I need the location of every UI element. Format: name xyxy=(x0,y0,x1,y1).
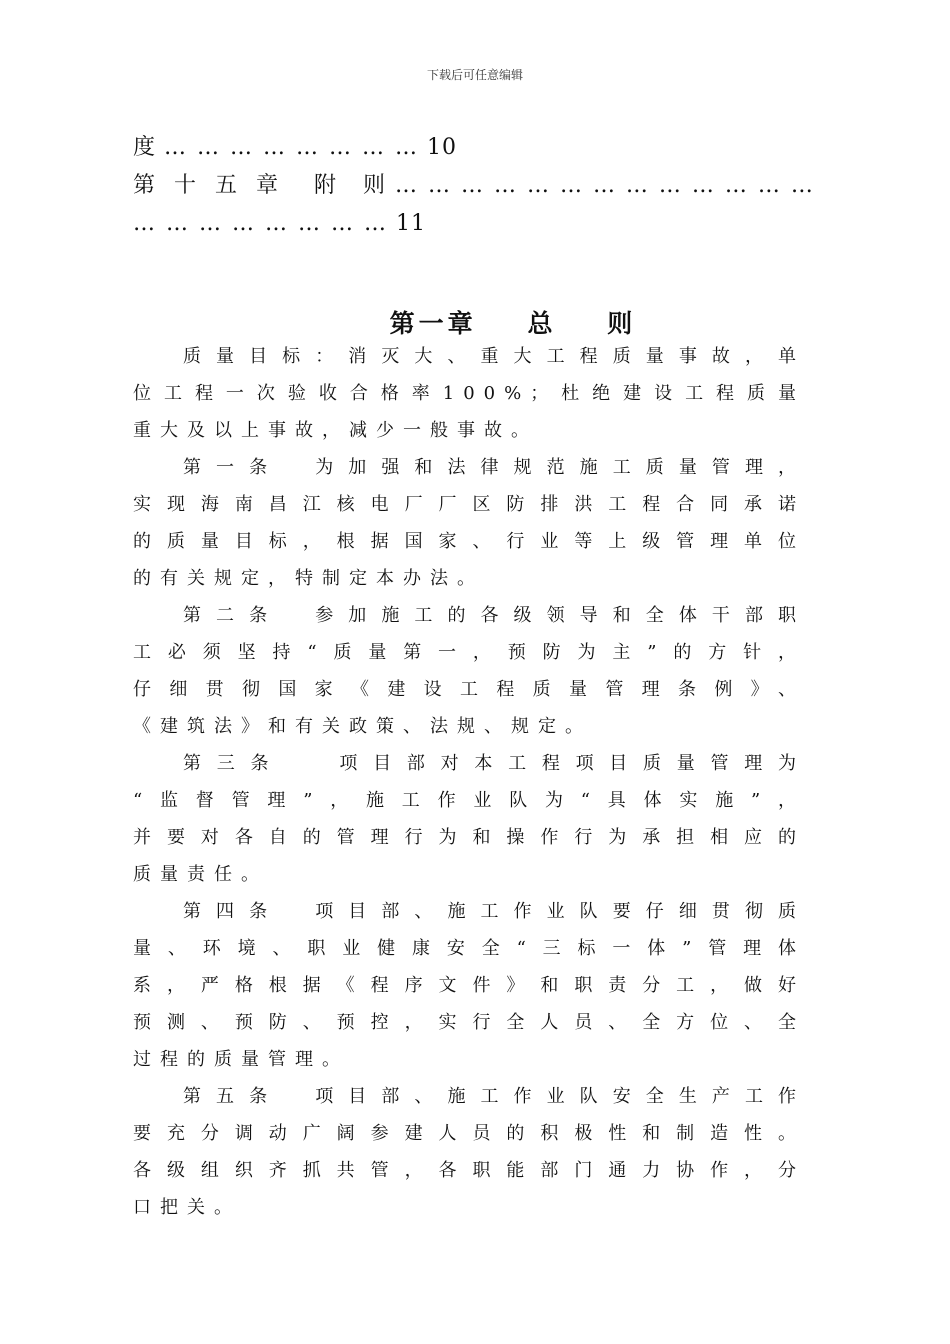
quality-goal-paragraph xyxy=(133,338,805,449)
chapter-title: 第一章 总 则 xyxy=(389,309,637,338)
article-paragraph xyxy=(133,745,805,893)
toc-entry-continued xyxy=(133,133,457,163)
page-header: 下载后可任意编辑 xyxy=(426,68,523,82)
article-paragraph xyxy=(133,1078,805,1226)
article-paragraph xyxy=(133,597,805,745)
article-paragraph xyxy=(133,893,805,1078)
toc-chapter-title: 附 则 xyxy=(313,173,395,198)
paragraph-line: 预测、预防、预控，实行全人员、全方位、全 xyxy=(133,1012,805,1033)
chapter-body xyxy=(133,338,805,1226)
paragraph-line: 工必须坚持“质量第一，预防为主”的方针， xyxy=(133,642,805,663)
paragraph-line: 量、环境、职业健康安全“三标一体”管理体 xyxy=(133,938,805,959)
toc-leader-dots: … … … … … … … … … … … … … xyxy=(394,173,815,198)
paragraph-line: 第四条 项目部、施工作业队要仔细贯彻质 xyxy=(183,901,805,922)
toc-chapter-number: 第 十 五 章 xyxy=(133,173,284,198)
paragraph-line: 质量目标：消灭大、重大工程质量事故，单 xyxy=(183,346,805,367)
paragraph-line: 要充分调动广阔参建人员的积极性和制造性。 xyxy=(133,1123,805,1144)
paragraph-line: 第一条 为加强和法律规范施工质量管理， xyxy=(183,457,805,478)
toc-leader-dots: … … … … … … … … xyxy=(133,211,388,236)
paragraph-line: 的有关规定，特制定本办法。 xyxy=(133,568,484,589)
toc-entry-chapter-15 xyxy=(133,171,815,201)
paragraph-line: 仔细贯彻国家《建设工程质量管理条例》、 xyxy=(133,679,805,700)
toc-prefix: 度 xyxy=(133,135,157,160)
paragraph-line: 第二条 参加施工的各级领导和全体干部职 xyxy=(183,605,805,626)
paragraph-line: 重大及以上事故，减少一般事故。 xyxy=(133,420,538,441)
paragraph-line: 各级组织齐抓共管，各职能部门通力协作，分 xyxy=(133,1160,805,1181)
paragraph-line: 的质量目标，根据国家、行业等上级管理单位 xyxy=(133,531,805,552)
toc-leader-dots: … … … … … … … … xyxy=(164,135,419,160)
paragraph-line: 第五条 项目部、施工作业队安全生产工作 xyxy=(183,1086,805,1107)
paragraph-line: 并要对各自的管理行为和操作行为承担相应的 xyxy=(133,827,805,848)
paragraph-line: 系，严格根据《程序文件》和职责分工，做好 xyxy=(133,975,805,996)
toc-page-number: 11 xyxy=(395,211,426,236)
paragraph-line: 第三条 项目部对本工程项目质量管理为 xyxy=(183,753,805,774)
paragraph-line: 口把关。 xyxy=(133,1197,241,1218)
paragraph-line: “监督管理”，施工作业队为“具体实施”， xyxy=(133,790,805,811)
paragraph-line: 质量责任。 xyxy=(133,864,268,885)
paragraph-line: 位工程一次验收合格率100%；杜绝建设工程质量 xyxy=(133,383,805,404)
article-paragraph xyxy=(133,449,805,597)
paragraph-line: 实现海南昌江核电厂厂区防排洪工程合同承诺 xyxy=(133,494,805,515)
toc-page-number: 10 xyxy=(426,135,457,160)
paragraph-line: 《建筑法》和有关政策、法规、规定。 xyxy=(133,716,592,737)
paragraph-line: 过程的质量管理。 xyxy=(133,1049,349,1070)
toc-entry-continued xyxy=(133,209,426,239)
